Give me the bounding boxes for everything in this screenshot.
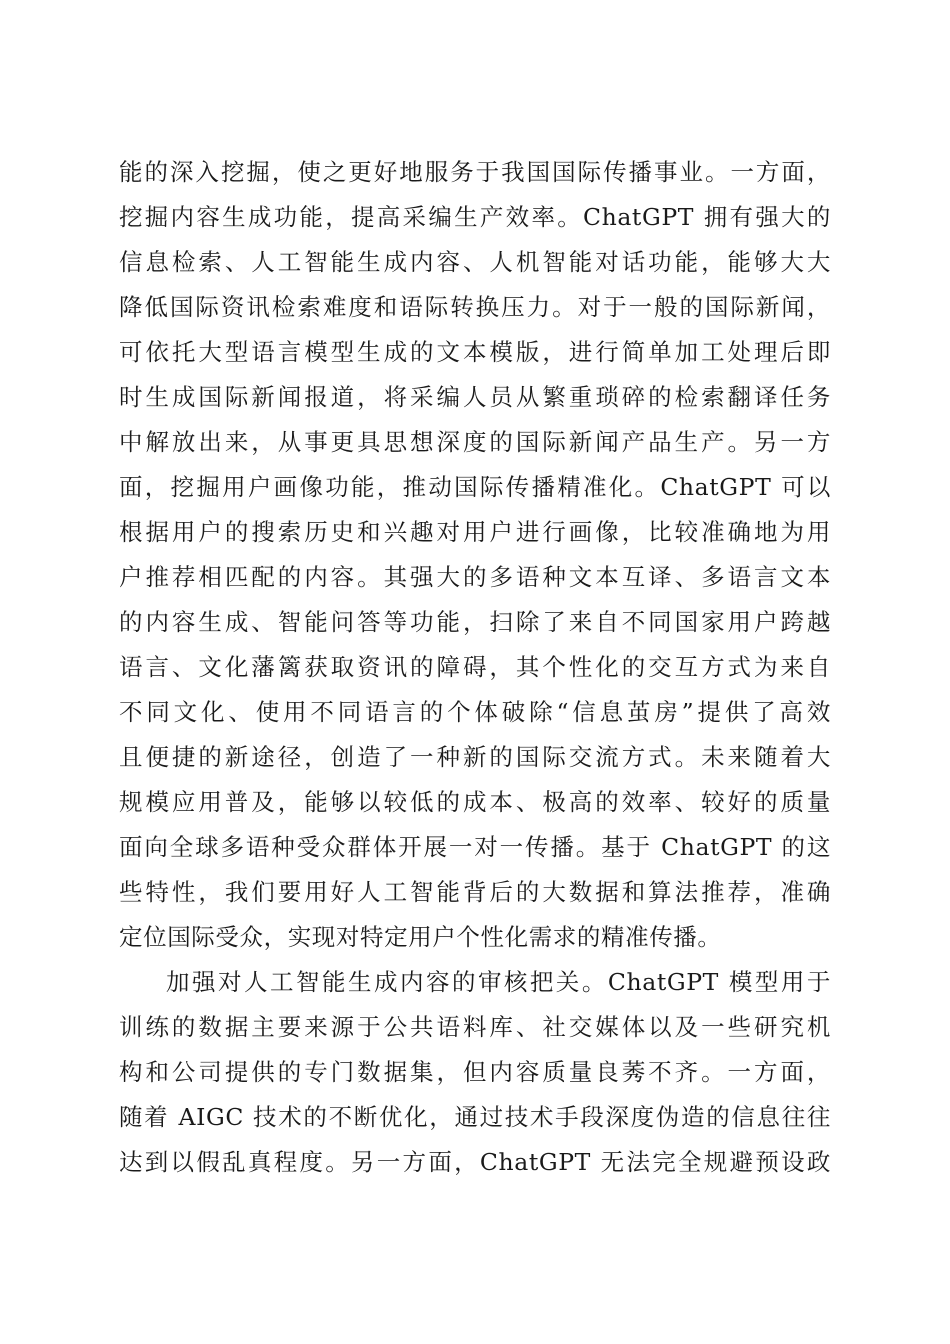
paragraph-1-line: 降低国际资讯检索难度和语际转换压力。对于一般的国际新闻， <box>119 293 831 321</box>
paragraph-1-line: 面，挖掘用户画像功能，推动国际传播精准化。ChatGPT 可以 <box>119 473 831 501</box>
paragraph-1-line: 户推荐相匹配的内容。其强大的多语种文本互译、多语言文本 <box>119 563 831 591</box>
paragraph-2-line: 达到以假乱真程度。另一方面，ChatGPT 无法完全规避预设政 <box>119 1148 831 1176</box>
paragraph-1-line: 能的深入挖掘，使之更好地服务于我国国际传播事业。一方面， <box>119 158 831 186</box>
paragraph-1-line: 的内容生成、智能问答等功能，扫除了来自不同国家用户跨越 <box>119 608 831 636</box>
paragraph-2-line: 随着 AIGC 技术的不断优化，通过技术手段深度伪造的信息往往 <box>119 1103 831 1131</box>
paragraph-2-line: 训练的数据主要来源于公共语料库、社交媒体以及一些研究机 <box>119 1013 831 1041</box>
paragraph-2-first-line: 加强对人工智能生成内容的审核把关。ChatGPT 模型用于 <box>166 968 831 996</box>
paragraph-1-line: 信息检索、人工智能生成内容、人机智能对话功能，能够大大 <box>119 248 831 276</box>
paragraph-1-line: 可依托大型语言模型生成的文本模版，进行简单加工处理后即 <box>119 338 831 366</box>
paragraph-2-line: 构和公司提供的专门数据集，但内容质量良莠不齐。一方面， <box>119 1058 831 1086</box>
paragraph-1-line: 中解放出来，从事更具思想深度的国际新闻产品生产。另一方 <box>119 428 831 456</box>
paragraph-1-line: 语言、文化藩篱获取资讯的障碍，其个性化的交互方式为来自 <box>119 653 831 681</box>
paragraph-1-line: 规模应用普及，能够以较低的成本、极高的效率、较好的质量 <box>119 788 831 816</box>
paragraph-1-last-line: 定位国际受众，实现对特定用户个性化需求的精准传播。 <box>119 923 722 951</box>
paragraph-1-line: 面向全球多语种受众群体开展一对一传播。基于 ChatGPT 的这 <box>119 833 831 861</box>
paragraph-1-line: 根据用户的搜索历史和兴趣对用户进行画像，比较准确地为用 <box>119 518 831 546</box>
paragraph-1-line: 挖掘内容生成功能，提高采编生产效率。ChatGPT 拥有强大的 <box>119 203 831 231</box>
paragraph-1-line: 些特性，我们要用好人工智能背后的大数据和算法推荐，准确 <box>119 878 831 906</box>
paragraph-1-line: 且便捷的新途径，创造了一种新的国际交流方式。未来随着大 <box>119 743 831 771</box>
paragraph-1-line: 不同文化、使用不同语言的个体破除“信息茧房”提供了高效 <box>119 698 831 726</box>
paragraph-1-line: 时生成国际新闻报道，将采编人员从繁重琐碎的检索翻译任务 <box>119 383 831 411</box>
